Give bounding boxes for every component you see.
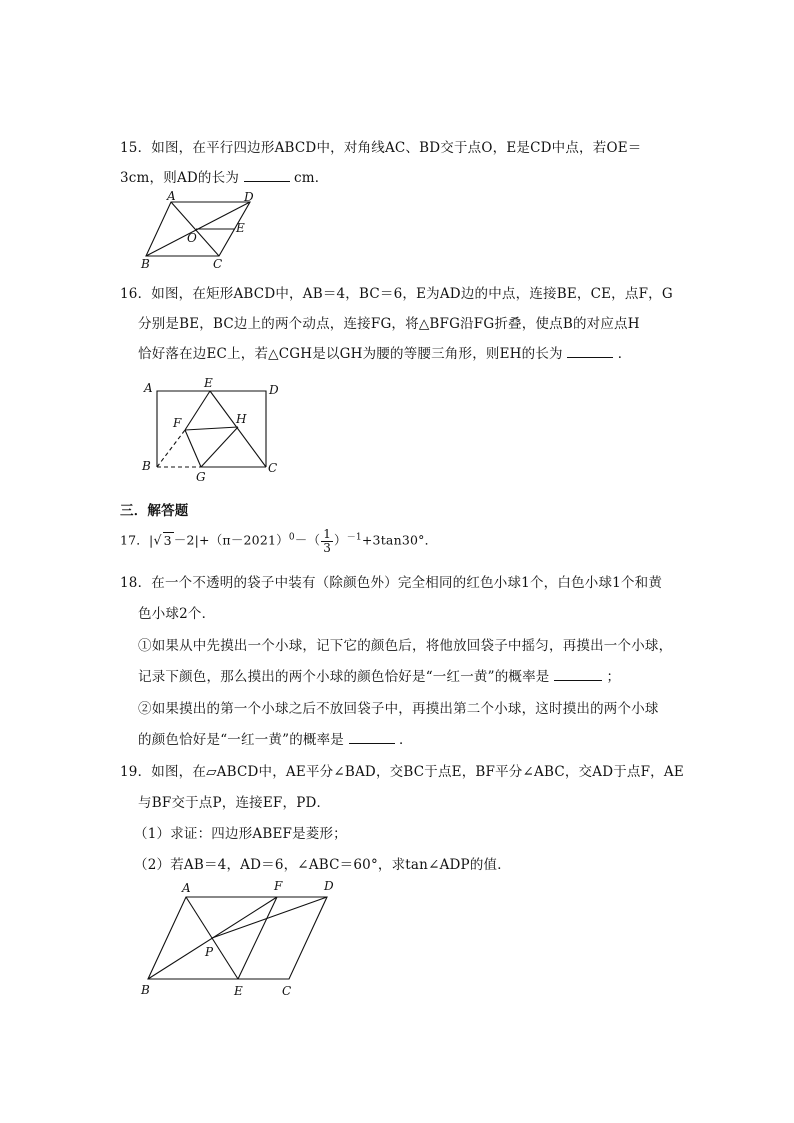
q19-line-2: 与BF交于点P，连接EF，PD． xyxy=(138,795,331,811)
q18-line-6-end: ． xyxy=(399,732,413,748)
q19-label-f: F xyxy=(274,879,283,893)
q15-line-1: 15．如图，在平行四边形ABCD中，对角线AC、BD交于点O，E是CD中点，若OE＝ xyxy=(120,140,642,156)
q19-line-1: 19．如图，在▱ABCD中，AE平分∠BAD，交BC于点E，BF平分∠ABC，交AD于点F，AE xyxy=(120,764,684,780)
q19-label-d: D xyxy=(324,879,334,893)
q16-line-1: 16．如图，在矩形ABCD中，AB＝4，BC＝6，E为AD边的中点，连接BE，CE，点F，G xyxy=(120,286,673,302)
q18-line-4-text: 记录下颜色，那么摸出的两个小球的颜色恰好是“一红一黄”的概率是 xyxy=(138,669,550,685)
q15-line-2-unit: cm． xyxy=(294,170,329,186)
sqrt-icon: √ xyxy=(153,532,162,548)
q19-label-e: E xyxy=(234,984,243,998)
q19-label-b: B xyxy=(141,983,150,997)
q15-label-d: D xyxy=(244,190,254,204)
q18-line-4 xyxy=(138,665,620,685)
q15-label-c: C xyxy=(213,257,223,271)
q19-segment-pd xyxy=(212,897,327,938)
q16-label-a: A xyxy=(144,381,153,395)
q19-label-a: A xyxy=(182,881,191,895)
q16-segment-fh xyxy=(185,427,238,430)
q16-line-3 xyxy=(138,342,631,362)
q16-line-3-end: ． xyxy=(617,346,632,362)
q18-line-4-end: ； xyxy=(606,669,621,685)
section-heading: 三．解答题 xyxy=(120,503,189,519)
answer-blank-q18-2[interactable] xyxy=(349,731,395,744)
q16-segment-gh xyxy=(201,427,238,467)
q19-parallelogram xyxy=(148,897,327,979)
q17-sqrt-value: 3 xyxy=(163,532,172,548)
q16-segment-fe xyxy=(185,391,210,430)
q18-line-1: 18．在一个不透明的袋子中装有（除颜色外）完全相同的红色小球1个，白色小球1个和黄 xyxy=(120,575,663,591)
answer-blank-q18-1[interactable] xyxy=(554,668,602,681)
q16-label-e: E xyxy=(204,376,213,390)
q15-line-2-text: 3cm，则AD的长为 xyxy=(120,170,240,186)
q16-label-d: D xyxy=(269,383,279,397)
q15-parallelogram-figure xyxy=(138,190,263,272)
q17-expression xyxy=(120,528,437,554)
q17-fraction-denominator: 3 xyxy=(323,540,332,555)
q19-part-2: （2）若AB＝4，AD＝6，∠ABC＝60°，求tan∠ADP的值． xyxy=(134,857,511,873)
q19-parallelogram-figure xyxy=(136,876,346,1004)
q16-segment-fg xyxy=(185,430,201,467)
q15-line-2 xyxy=(120,166,329,186)
q17-abs-open: | xyxy=(149,532,154,548)
q16-line-3-text: 恰好落在边EC上，若△CGH是以GH为腰的等腰三角形，则EH的长为 xyxy=(138,346,563,362)
q17-close: ） xyxy=(334,532,347,548)
q15-label-a: A xyxy=(167,190,176,203)
q18-line-5: ②如果摸出的第一个小球之后不放回袋子中，再摸出第二个小球，这时摸出的两个小球 xyxy=(138,701,659,717)
q16-segment-ec xyxy=(210,391,266,467)
q15-label-e: E xyxy=(236,221,245,235)
q17-fraction-numerator: 1 xyxy=(323,527,332,541)
q17-abs-rest: －2|+（π－2021） xyxy=(173,532,289,548)
q18-line-3: ①如果从中先摸出一个小球，记下它的颜色后，将他放回袋子中摇匀，再摸出一个小球， xyxy=(138,638,673,654)
q19-label-c: C xyxy=(282,984,292,998)
q16-label-f: F xyxy=(173,416,182,430)
q18-line-2: 色小球2个． xyxy=(138,606,216,622)
q18-line-6 xyxy=(138,728,413,748)
q16-label-h: H xyxy=(236,412,247,426)
q19-label-p: P xyxy=(205,945,214,959)
q18-line-6-text: 的颜色恰好是“一红一黄”的概率是 xyxy=(138,732,345,748)
q15-label-b: B xyxy=(141,257,150,271)
q16-label-g: G xyxy=(196,470,206,484)
q16-label-c: C xyxy=(268,461,278,475)
q17-exponent-zero: 0 xyxy=(288,532,295,543)
q17-minus: －（ xyxy=(294,532,321,548)
q16-line-2: 分别是BE，BC边上的两个动点，连接FG，将△BFG沿FG折叠，使点B的对应点H xyxy=(138,316,640,332)
q17-number: 17． xyxy=(120,532,150,548)
q17-exponent-neg1: －1 xyxy=(346,532,362,543)
q17-fraction xyxy=(321,528,333,554)
q16-segment-bf-dashed xyxy=(157,430,185,467)
q16-label-b: B xyxy=(142,459,151,473)
answer-blank-q15[interactable] xyxy=(244,169,290,182)
q16-rectangle-figure xyxy=(140,372,285,484)
q17-tail: +3tan30°． xyxy=(361,532,438,548)
answer-blank-q16[interactable] xyxy=(567,345,613,358)
q19-part-1: （1）求证：四边形ABEF是菱形； xyxy=(134,826,347,842)
q15-label-o: O xyxy=(187,231,197,245)
